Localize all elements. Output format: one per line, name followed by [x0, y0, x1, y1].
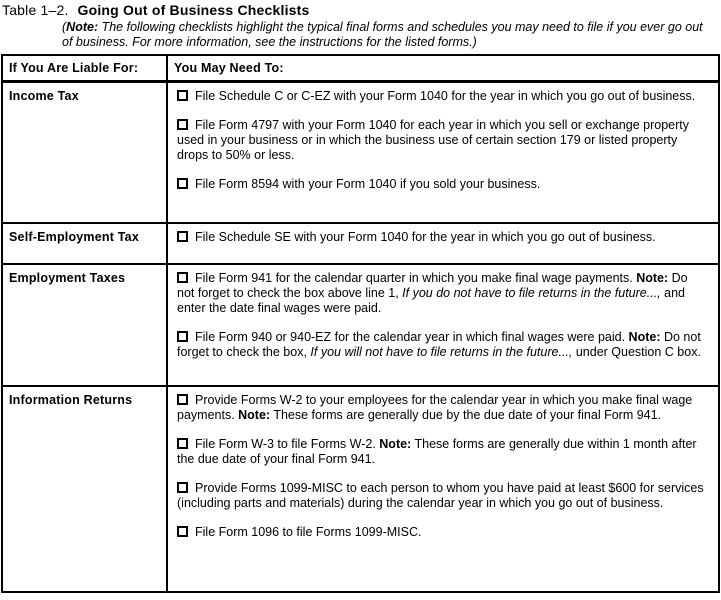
- checkbox-icon: [177, 438, 188, 449]
- checklist-item: [177, 481, 708, 511]
- table-row: [2, 386, 719, 592]
- checkbox-icon: [177, 231, 188, 242]
- table-number: Table 1–2.: [2, 2, 69, 18]
- checklist-item: [177, 330, 708, 360]
- row-label: Self-Employment Tax: [2, 223, 167, 264]
- text-segment: Note:: [238, 408, 271, 422]
- text-segment: and enter the date final wages were paid.: [177, 286, 685, 315]
- row-items: [167, 223, 719, 264]
- checklist-item: [177, 437, 708, 467]
- checklist-table: [1, 54, 720, 593]
- table-title-text: Going Out of Business Checklists: [77, 2, 310, 18]
- text-segment: File Form 4797 with your Form 1040 for each year in which you sell or exchange property used in your business or in which the business use of certain section 179 or listed property drops to 50% or less.: [177, 117, 689, 162]
- table-body: [2, 81, 719, 592]
- checkbox-icon: [177, 119, 188, 130]
- col-header-liable-for: If You Are Liable For:: [2, 55, 167, 81]
- text-segment: These forms are generally due by the due date of your final Form 941.: [270, 408, 662, 422]
- checklist-item: [177, 393, 708, 423]
- note-label: Note:: [66, 20, 99, 34]
- text-segment: Provide Forms W-2 to your employees for the calendar year in which you make final wage payments.: [177, 393, 693, 422]
- row-items: [167, 386, 719, 592]
- checkbox-icon: [177, 482, 188, 493]
- checkbox-icon: [177, 394, 188, 405]
- note-body: The following checklists highlight the typical final forms and schedules you may need to file if you ever go out of business. For more information, see the instructions for the listed forms.): [62, 20, 703, 49]
- text-segment: File Form 940 or 940-EZ for the calendar year in which final wages were paid.: [195, 330, 629, 344]
- note-open-paren: (: [62, 20, 67, 34]
- row-label: Information Returns: [2, 386, 167, 592]
- text-segment: These forms are generally due within 1 month after the due date of your final Form 941.: [177, 437, 697, 466]
- text-segment: If you do not have to file returns in the future...,: [402, 286, 661, 300]
- text-segment: Note:: [628, 330, 661, 344]
- row-label: Income Tax: [2, 81, 167, 223]
- checkbox-icon: [177, 272, 188, 283]
- table-note: [62, 20, 709, 50]
- text-segment: Provide Forms 1099-MISC to each person to whom you have paid at least $600 for services (including parts and materials) during the calendar year in which you go out of business.: [177, 481, 704, 510]
- text-segment: Note:: [636, 271, 669, 285]
- row-items: [167, 81, 719, 223]
- table-title: [2, 2, 721, 19]
- checkbox-icon: [177, 526, 188, 537]
- text-segment: File Form W-3 to file Forms W-2.: [195, 437, 380, 451]
- row-label: Employment Taxes: [2, 264, 167, 386]
- header-row: [2, 55, 719, 81]
- checklist-item: [177, 177, 708, 192]
- text-segment: Do not forget to check the box above line 1,: [177, 271, 688, 300]
- checkbox-icon: [177, 90, 188, 101]
- checklist-item: [177, 118, 708, 163]
- col-header-may-need-to: You May Need To:: [167, 55, 719, 81]
- text-segment: File Schedule SE with your Form 1040 for the year in which you go out of business.: [195, 230, 656, 244]
- text-segment: If you will not have to file returns in the future...,: [310, 345, 573, 359]
- row-items: [167, 264, 719, 386]
- table-row: [2, 264, 719, 386]
- checklist-item: [177, 89, 708, 104]
- table-row: [2, 81, 719, 223]
- checkbox-icon: [177, 178, 188, 189]
- checklist-item: [177, 230, 708, 245]
- text-segment: File Form 1096 to file Forms 1099-MISC.: [195, 525, 422, 539]
- text-segment: File Form 8594 with your Form 1040 if you sold your business.: [195, 176, 541, 191]
- text-segment: File Schedule C or C-EZ with your Form 1040 for the year in which you go out of business.: [195, 88, 696, 103]
- text-segment: under Question C box.: [572, 345, 701, 359]
- text-segment: File Form 941 for the calendar quarter in which you make final wage payments.: [195, 271, 637, 285]
- checklist-item: [177, 525, 708, 540]
- checkbox-icon: [177, 331, 188, 342]
- checklist-item: [177, 271, 708, 316]
- table-row: [2, 223, 719, 264]
- text-segment: Note:: [379, 437, 412, 451]
- text-segment: Do not forget to check the box,: [177, 330, 701, 359]
